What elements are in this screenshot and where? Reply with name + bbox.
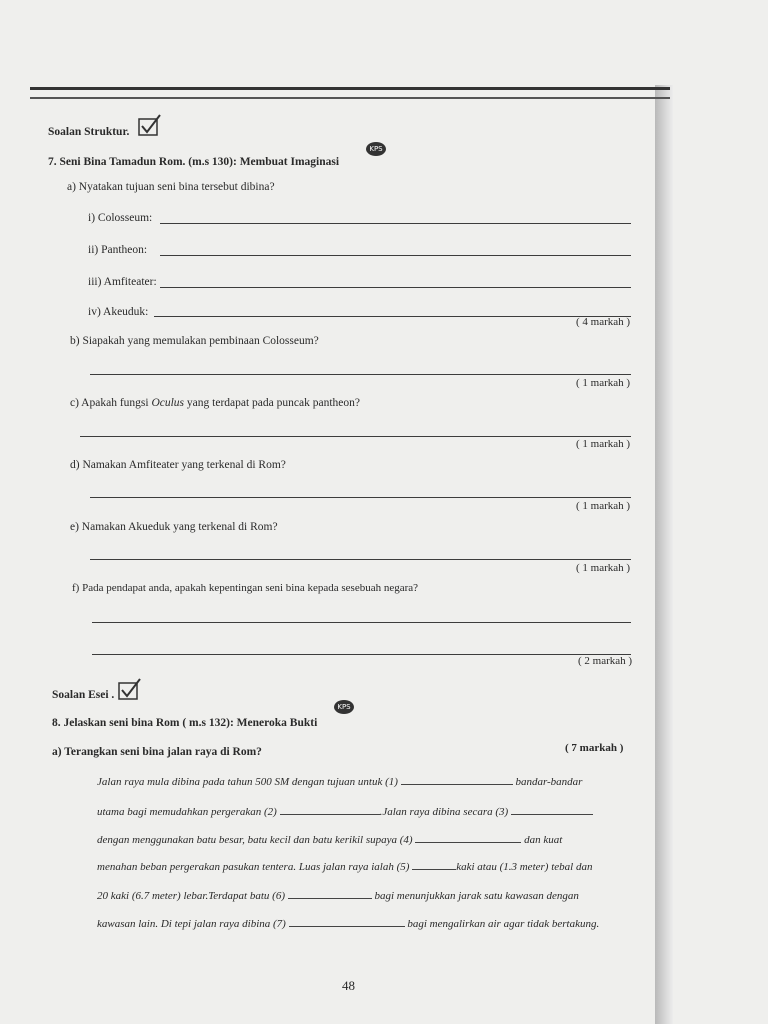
q8a-marks: ( 7 markah ) xyxy=(565,742,624,754)
q7e-marks: ( 1 markah ) xyxy=(576,562,631,574)
q7d-marks: ( 1 markah ) xyxy=(576,500,631,512)
answer-line[interactable] xyxy=(160,287,631,288)
blank-5[interactable] xyxy=(412,859,456,870)
q7f-prompt: f) Pada pendapat anda, apakah kepentingan seni bina kepada sesebuah negara? xyxy=(72,582,419,594)
q7a-prompt: a) Nyatakan tujuan seni bina tersebut dibina? xyxy=(67,181,275,193)
kps-badge-icon: KPS xyxy=(334,700,354,714)
q7a-item-pantheon: ii) Pantheon: xyxy=(88,244,148,256)
answer-line[interactable] xyxy=(90,374,631,375)
q8a-prompt: a) Terangkan seni bina jalan raya di Rom? xyxy=(52,746,262,758)
checkbox-checked-icon xyxy=(138,114,162,136)
section-structure-title: Soalan Struktur. xyxy=(48,126,130,138)
answer-line[interactable] xyxy=(90,497,631,498)
header-rule xyxy=(30,87,670,99)
answer-line[interactable] xyxy=(160,223,631,224)
q7a-marks: ( 4 markah ) xyxy=(576,316,631,328)
blank-1[interactable] xyxy=(401,774,513,785)
answer-line[interactable] xyxy=(160,255,631,256)
paragraph-line-5: 20 kaki (6.7 meter) lebar.Terdapat batu (6) bagi menunjukkan jarak satu kawasan dengan xyxy=(97,890,579,902)
q7b-marks: ( 1 markah ) xyxy=(576,377,631,389)
paragraph-line-3: dengan menggunakan batu besar, batu kecil dan batu kerikil supaya (4) dan kuat xyxy=(97,834,563,846)
section-essay-title: Soalan Esei . xyxy=(52,689,115,701)
blank-4[interactable] xyxy=(415,832,521,843)
paragraph-line-1: Jalan raya mula dibina pada tahun 500 SM dengan tujuan untuk (1) bandar-bandar xyxy=(97,776,583,788)
q7d-prompt: d) Namakan Amfiteater yang terkenal di Rom? xyxy=(70,459,286,471)
blank-2[interactable] xyxy=(280,804,380,815)
blank-6[interactable] xyxy=(288,888,372,899)
q7a-item-colosseum: i) Colosseum: xyxy=(88,212,153,224)
q7c-prompt: c) Apakah fungsi Oculus yang terdapat pada puncak pantheon? xyxy=(70,397,360,409)
answer-line[interactable] xyxy=(90,559,631,560)
paragraph-line-6: kawasan lain. Di tepi jalan raya dibina (7) bagi mengalirkan air agar tidak bertakung. xyxy=(97,918,600,930)
paragraph-line-2: utama bagi memudahkan pergerakan (2) .Jalan raya dibina secara (3) xyxy=(97,804,593,818)
page-number: 48 xyxy=(342,978,355,993)
answer-line[interactable] xyxy=(154,316,631,317)
checkbox-checked-icon xyxy=(118,678,142,700)
answer-line[interactable] xyxy=(92,622,631,623)
answer-line[interactable] xyxy=(80,436,631,437)
page-edge-shadow xyxy=(655,85,673,1024)
question-7-heading: 7. Seni Bina Tamadun Rom. (m.s 130): Membuat Imaginasi xyxy=(48,156,340,168)
q7f-marks: ( 2 markah ) xyxy=(578,655,633,667)
q7a-item-amfiteater: iii) Amfiteater: xyxy=(88,276,157,288)
q7a-item-akeuduk: iv) Akeuduk: xyxy=(88,306,149,318)
question-8-heading: 8. Jelaskan seni bina Rom ( m.s 132): Meneroka Bukti xyxy=(52,717,318,729)
paragraph-line-4: menahan beban pergerakan pasukan tentera. Luas jalan raya ialah (5) kaki atau (1.3 meter) tebal dan xyxy=(97,861,593,873)
q7b-prompt: b) Siapakah yang memulakan pembinaan Colosseum? xyxy=(70,335,319,347)
blank-7[interactable] xyxy=(289,916,405,927)
q7e-prompt: e) Namakan Akueduk yang terkenal di Rom? xyxy=(70,521,278,533)
answer-line[interactable] xyxy=(92,654,631,655)
q7c-marks: ( 1 markah ) xyxy=(576,438,631,450)
blank-3[interactable] xyxy=(511,804,593,815)
kps-badge-icon: KPS xyxy=(366,142,386,156)
